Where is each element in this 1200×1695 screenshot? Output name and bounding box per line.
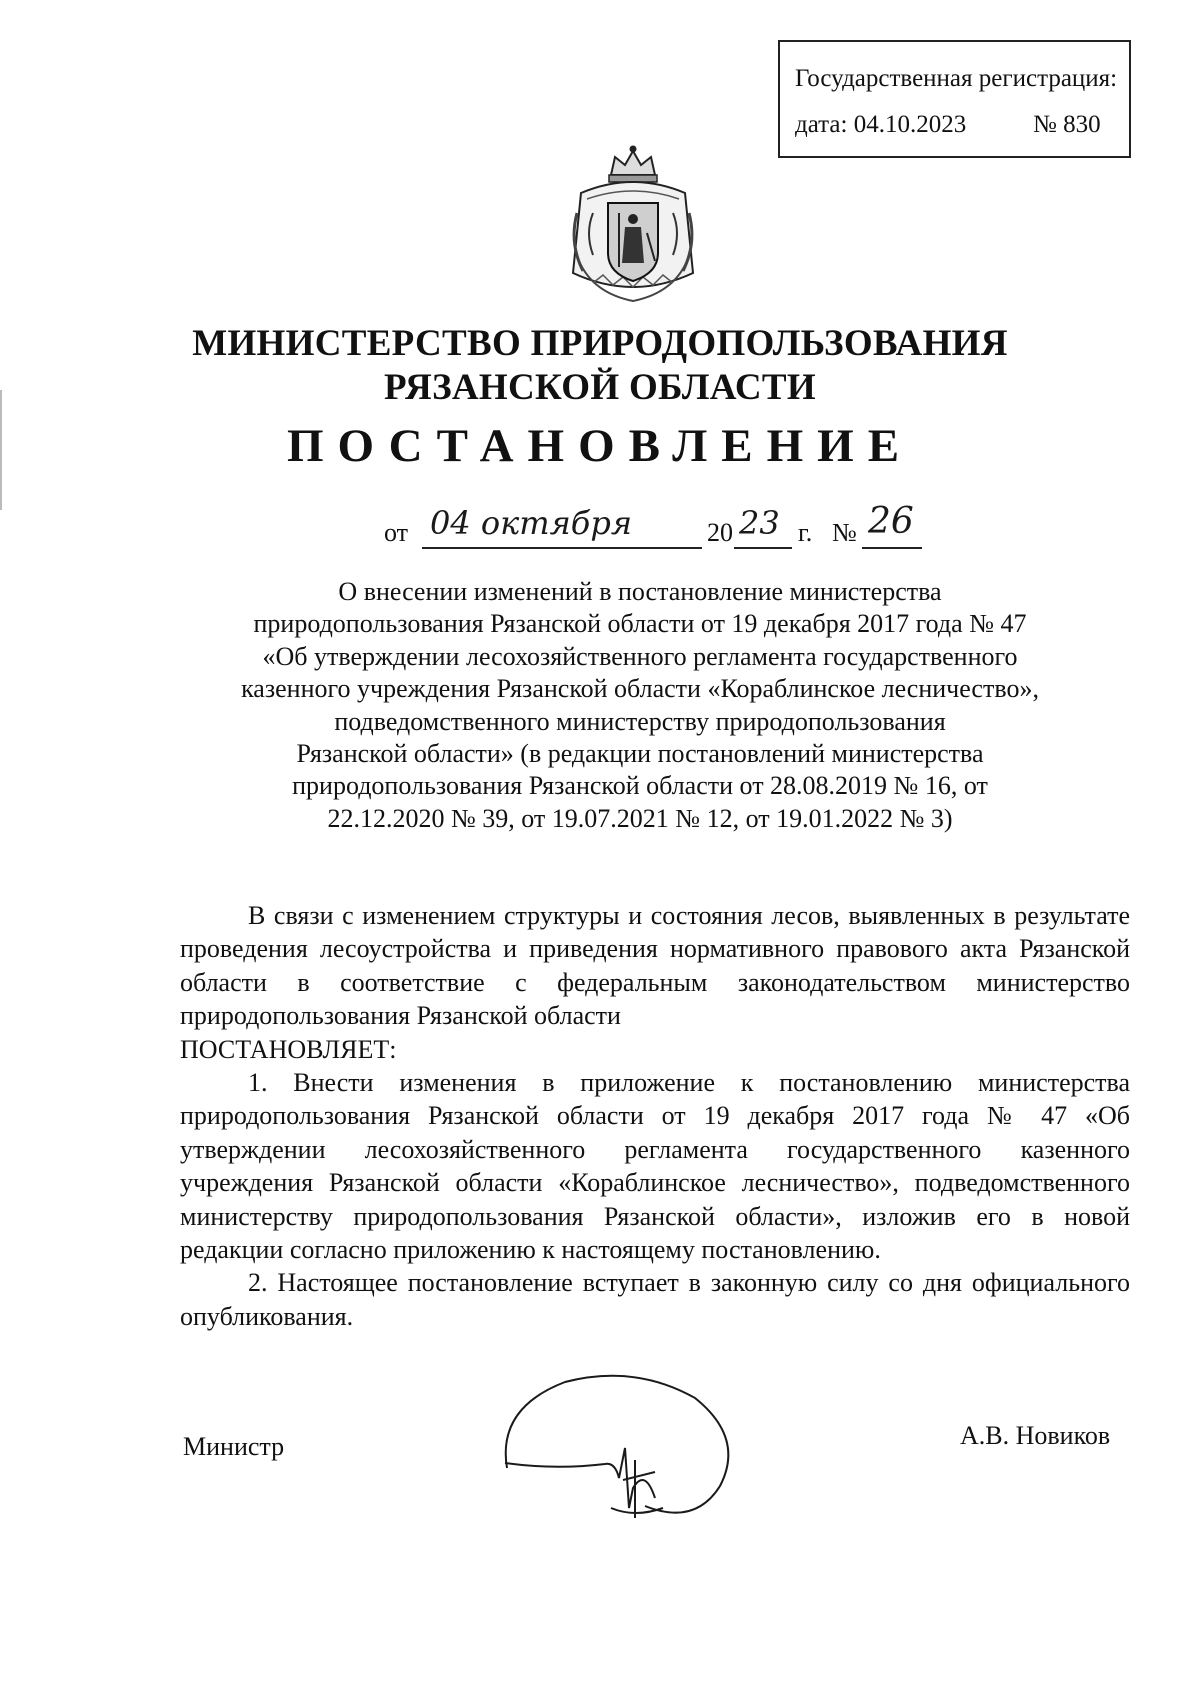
coat-of-arms-icon — [563, 143, 703, 308]
decree-subject — [205, 576, 1075, 835]
ministry-name — [0, 322, 1200, 410]
decree-title: ПОСТАНОВЛЕНИЕ — [286, 420, 914, 472]
subject-line: природопользования Рязанской области от 19 декабря 2017 года № 47 — [253, 609, 1027, 639]
subject-line: казенного учреждения Рязанской области «Кораблинское лесничество», — [241, 674, 1039, 704]
subject-line: 22.12.2020 № 39, от 19.07.2021 № 12, от 19.01.2022 № 3) — [327, 803, 953, 833]
decree-date-line — [0, 503, 1200, 553]
subject-line: подведомственного министерству природопользования — [334, 706, 946, 736]
number-underline — [862, 547, 922, 549]
preamble-paragraph: В связи с изменением структуры и состояния лесов, выявленных в результате проведения лесоустройства и приведения нормативного правового акта Рязанской области в соответствие с федеральным законодательством министерство природопользования Рязанской области — [180, 901, 1130, 1031]
decree-body — [180, 899, 1130, 1333]
handwritten-number: 26 — [868, 501, 914, 542]
registration-stamp — [778, 40, 1131, 158]
subject-line: Рязанской области» (в редакции постановлений министерства — [296, 739, 984, 769]
registration-number: № 830 — [1033, 111, 1101, 138]
handwritten-date: 04 октября — [430, 504, 632, 542]
item-2-paragraph: 2. Настоящее постановление вступает в законную силу со дня официального опубликования. — [180, 1268, 1130, 1331]
year-underline — [734, 547, 792, 549]
subject-line: О внесении изменений в постановление министерства — [338, 577, 942, 606]
number-label: № — [832, 518, 857, 547]
date-underline — [422, 547, 702, 549]
resolves-heading: ПОСТАНОВЛЯЕТ: — [180, 1034, 397, 1064]
year-mark: г. — [798, 518, 813, 547]
subject-line: природопользования Рязанской области от 28.08.2019 № 16, от — [292, 771, 988, 801]
handwritten-signature-icon — [495, 1368, 745, 1533]
ministry-name-line1: МИНИСТЕРСТВО ПРИРОДОПОЛЬЗОВАНИЯ — [192, 323, 1008, 364]
signatory-title: Министр — [183, 1432, 285, 1461]
handwritten-year: 23 — [739, 504, 780, 542]
item-1-paragraph: 1. Внести изменения в приложение к постановлению министерства природопользования Рязанской области от 19 декабря 2017 года № 47 «Об утверждении лесохозяйственного регламента государственного казенного учреждения Рязанской области «Кораблинское лесничество», подведомственного министерству природопользования Рязанской области», изложив его в новой редакции согласно приложению к настоящему постановлению. — [180, 1068, 1130, 1265]
date-prefix: от — [384, 518, 409, 547]
registration-date: дата: 04.10.2023 — [795, 111, 967, 138]
ministry-name-line2: РЯЗАНСКОЙ ОБЛАСТИ — [384, 367, 816, 408]
subject-line: «Об утверждении лесохозяйственного регламента государственного — [262, 641, 1018, 671]
signatory-name: А.В. Новиков — [960, 1421, 1111, 1450]
registration-title: Государственная регистрация: — [795, 65, 1118, 92]
year-prefix: 20 — [707, 518, 733, 547]
